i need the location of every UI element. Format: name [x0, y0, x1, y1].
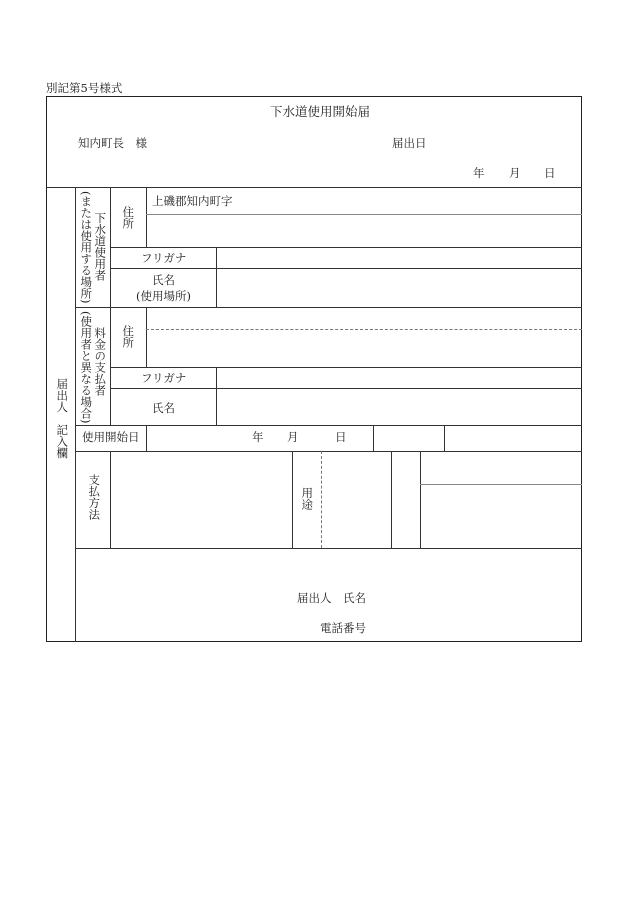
payment-area-right-divider [292, 451, 293, 548]
user-furigana-divider [216, 247, 217, 307]
user-name-sublabel: (使用場所) [136, 289, 191, 303]
payer-name-label: 氏名 [152, 401, 175, 415]
addressee: 知内町長 様 [78, 136, 147, 150]
submission-date-month: 月 [509, 166, 521, 180]
payer-address-divider [110, 367, 582, 368]
start-date-col-2 [444, 425, 445, 451]
user-address-prefix: 上磯郡知内町字 [152, 194, 233, 208]
payment-divider [75, 548, 582, 549]
payer-address-dashed-line [146, 329, 582, 330]
user-address-inner-line [146, 214, 582, 215]
submission-date-year: 年 [473, 166, 485, 180]
submission-date-day: 日 [544, 166, 556, 180]
user-section-label: 下水道使用者 [93, 212, 108, 281]
payer-address-label: 住所 [121, 325, 136, 348]
applicant-column-divider [75, 187, 76, 642]
start-date-label-divider [146, 425, 147, 451]
payment-method-label: 支払方法 [87, 474, 102, 520]
phone-label: 電話番号 [320, 621, 366, 635]
address-label-divider [146, 187, 147, 247]
user-name-label: 氏名 [152, 273, 175, 287]
section-label-divider [110, 187, 111, 425]
payer-furigana-divider [216, 367, 217, 425]
payer-section-divider [75, 425, 582, 426]
start-date-day: 日 [335, 430, 347, 444]
user-furigana-label: フリガナ [141, 251, 187, 265]
payment-label-divider [110, 451, 111, 548]
payer-furigana-line [110, 388, 582, 389]
payer-section-label: 料金の支払者 [93, 327, 108, 396]
start-date-label: 使用開始日 [82, 430, 140, 444]
user-furigana-line [110, 268, 582, 269]
payer-section-sublabel: (使用者と異なる場合) [79, 311, 94, 424]
applicant-name-label: 届出人 氏名 [297, 591, 366, 605]
usage-dashed-divider [321, 451, 322, 548]
usage-col-1 [391, 451, 392, 548]
form-frame [46, 96, 582, 642]
start-date-col-1 [373, 425, 374, 451]
header-divider [46, 187, 582, 188]
start-date-divider [75, 451, 582, 452]
user-section-sublabel: (または使用する場所) [79, 191, 94, 304]
usage-inner-line [420, 484, 582, 485]
submission-date-label: 届出日 [392, 136, 427, 150]
start-date-month: 月 [287, 430, 299, 444]
payer-address-label-divider [146, 307, 147, 367]
form-title: 下水道使用開始届 [270, 104, 371, 119]
form-number: 別記第5号様式 [46, 81, 123, 95]
user-section-divider [75, 307, 582, 308]
user-address-divider [110, 247, 582, 248]
payer-furigana-label: フリガナ [141, 371, 187, 385]
user-address-label: 住所 [121, 206, 136, 229]
usage-label: 用途 [300, 487, 315, 510]
start-date-year: 年 [252, 430, 264, 444]
applicant-section-label: 届出人 記入欄 [55, 378, 70, 459]
usage-col-2 [420, 451, 421, 548]
